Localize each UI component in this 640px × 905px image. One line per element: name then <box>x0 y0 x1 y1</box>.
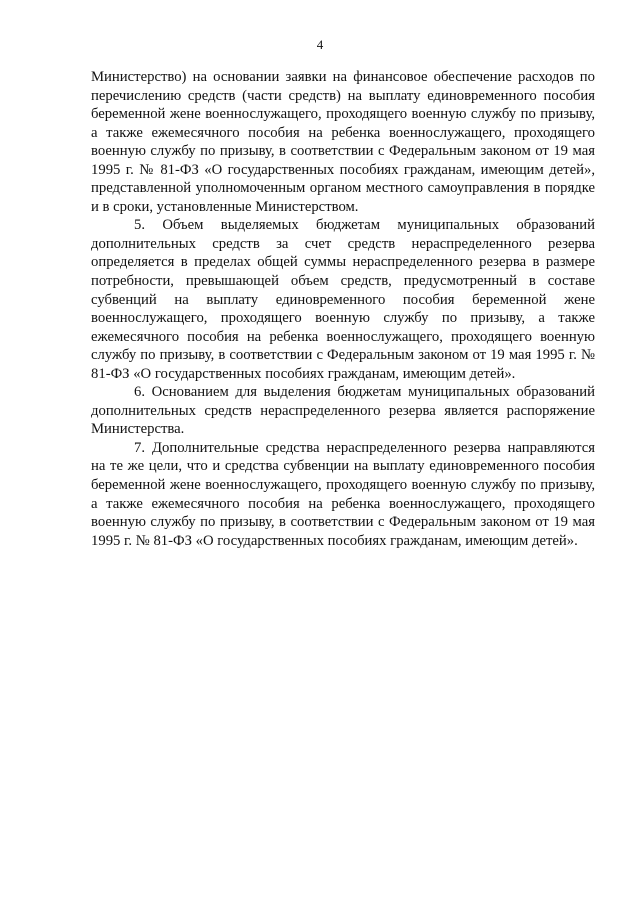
paragraph-item-6: 6. Основанием для выделения бюджетам муниципальных образований дополнительных средств нераспределенного резерва является распоряжение Министерства. <box>91 384 595 438</box>
paragraph-item-7: 7. Дополнительные средства нераспределенного резерва направляются на те же цели, что и средства субвенции на выплату единовременного пособия беременной жене военнослужащего, проходящего военную службу по призыву, а также ежемесячного пособия на ребенка военнослужащего, проходящего военную службу по призыву, в соответствии с Федеральным законом от 19 мая 1995 г. № 81-ФЗ «О государственных пособиях гражданам, имеющим детей». <box>91 439 595 549</box>
paragraph-continuation: Министерство) на основании заявки на финансовое обеспечение расходов по перечислению средств (части средств) на выплату единовременного пособия беременной жене военнослужащего, проходящего военную службу по призыву, а также ежемесячного пособия на ребенка военнослужащего, проходящего военную службу по призыву, в соответствии с Федеральным законом от 19 мая 1995 г. № 81-ФЗ «О государственных пособиях гражданам, имеющим детей», представленной уполномоченным органом местного самоуправления в порядке и в сроки, установленные Министерством. <box>91 69 595 215</box>
page-number: 4 <box>316 37 324 52</box>
document-body <box>91 68 595 550</box>
paragraph-item-5: 5. Объем выделяемых бюджетам муниципальных образований дополнительных средств за счет средств нераспределенного резерва определяется в пределах общей суммы нераспределенного резерва в размере потребности, превышающей объем средств, предусмотренный в составе субвенций на выплату единовременного пособия беременной жене военнослужащего, проходящего военную службу по призыву, а также ежемесячного пособия на ребенка военнослужащего, проходящего военную службу по призыву, в соответствии с Федеральным законом от 19 мая 1995 г. № 81-ФЗ «О государственных пособиях гражданам, имеющим детей». <box>91 217 595 382</box>
